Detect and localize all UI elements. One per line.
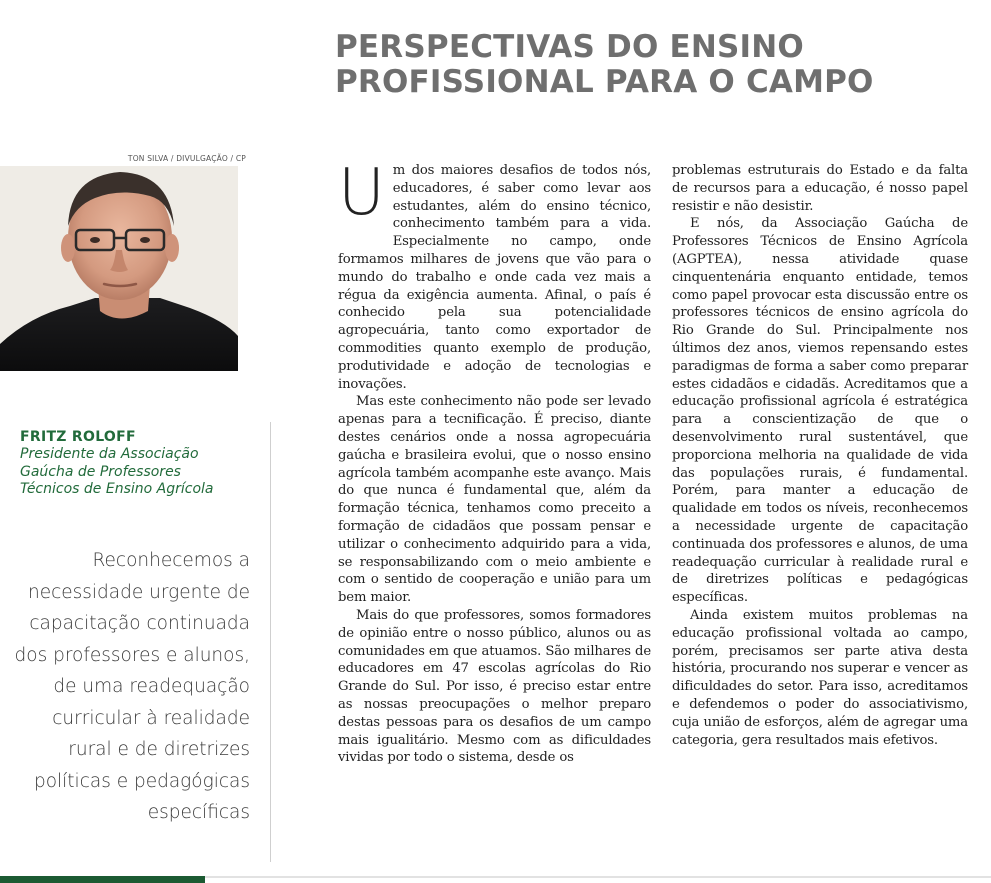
article-paragraph: problemas estruturais do Estado e da falta de recursos para a educação, é nosso papel resistir e não desistir. <box>672 163 968 214</box>
drop-cap: U <box>338 156 385 230</box>
article-paragraph: E nós, da Associação Gaúcha de Professores Técnicos de Ensino Agrícola (AGPTEA), nessa atividade quase cinquentenária enquanto entidade, temos como papel provocar esta discussão entre os professores técnicos de ensino agrícola do Rio Grande do Sul. Principalmente nos últimos dez anos, viemos repensando estes paradigmas de forma a saber como preparar estes cidadãos e cidadãs. Acreditamos que a educação profissional agrícola é estratégica para a conscientização de que o desenvolvimento rural sustentável, que proporciona melhoria na qualidade de vida das populações rurais, é fundamental. Porém, para manter a educação de qualidade em todos os níveis, reconhecemos a necessidade urgente de capacitação continuada dos professores e alunos, de uma readequação curricular à realidade rural e de diretrizes políticas e pedagógicas específicas. <box>672 216 968 606</box>
author-role-line-3: Técnicos de Ensino Agrícola <box>20 481 214 497</box>
article-paragraph: Mais do que professores, somos formadores de opinião entre o nosso público, alunos ou as comunidades em que atuamos. São milhares de educadores em 47 escolas agrícolas do Rio Grande do Sul. Por isso, é preciso estar entre as nossas preocupações o melhor preparo destas pessoas para os desafios de um campo mais igualitário. Mesmo com as dificuldades vividas por todo o sistema, desde os <box>338 607 651 766</box>
headline <box>335 30 955 100</box>
photo-credit: TON SILVA / DIVULGAÇÃO / CP <box>127 154 246 163</box>
column-divider <box>270 422 271 862</box>
author-role-line-2: Gaúcha de Professores <box>20 463 181 480</box>
article-paragraph: Mas este conhecimento não pode ser levado apenas para a tecnificação. É preciso, diante destes cenários onde a nossa agropecuária gaúcha e brasileira evolui, que o nosso ensino agrícola também acompanhe este avanço. Mais do que nunca é fundamental que, além da formação técnica, tenhamos como preceito a formação de cidadãos que possam pensar e utilizar o conhecimento adquirido para a vida, se responsabilizando com o meio ambiente e com o sentido de cooperação e união para um bem maior. <box>338 394 651 606</box>
pull-quote: Reconhecemos a necessidade urgente de capacitação continuada dos professores e alunos, de uma readequação curricular à realidade rural e de diretrizes políticas e pedagógicas específicas <box>14 550 250 823</box>
article-column-2 <box>672 162 968 749</box>
article-column-1 <box>338 156 651 767</box>
article-paragraph <box>338 156 651 393</box>
headline-line-1: PERSPECTIVAS DO ENSINO <box>335 29 804 65</box>
article-paragraph-text: m dos maiores desafios de todos nós, educadores, é saber como levar aos estudantes, além do ensino técnico, conhecimento também para a vida. Especialmente no campo, onde formamos milhares de jovens que vão para o mundo do trabalho e onde cada vez mais a régua da exigência aumenta. Afinal, o país é conhecido pela sua potencialidade agropecuária, tanto como exportador de commodities quanto exemplo de produção, produtividade e adoção de tecnologias e inovações. <box>338 163 651 392</box>
author-photo <box>0 166 238 371</box>
article-paragraph: Ainda existem muitos problemas na educação profissional voltada ao campo, porém, precisamos ser parte ativa desta história, procurando nos superar e vencer as dificuldades do setor. Para isso, acreditamos e defendemos o poder do associativismo, cuja união de esforços, além de agregar uma categoria, gera resultados mais efetivos. <box>672 607 968 748</box>
headline-line-2: PROFISSIONAL PARA O CAMPO <box>335 64 874 100</box>
author-role-line-1: Presidente da Associação <box>20 446 199 462</box>
author-byline <box>20 428 270 499</box>
author-portrait-illustration <box>0 166 238 371</box>
author-name: FRITZ ROLOFF <box>20 429 136 445</box>
bottom-accent-bar <box>0 876 205 883</box>
